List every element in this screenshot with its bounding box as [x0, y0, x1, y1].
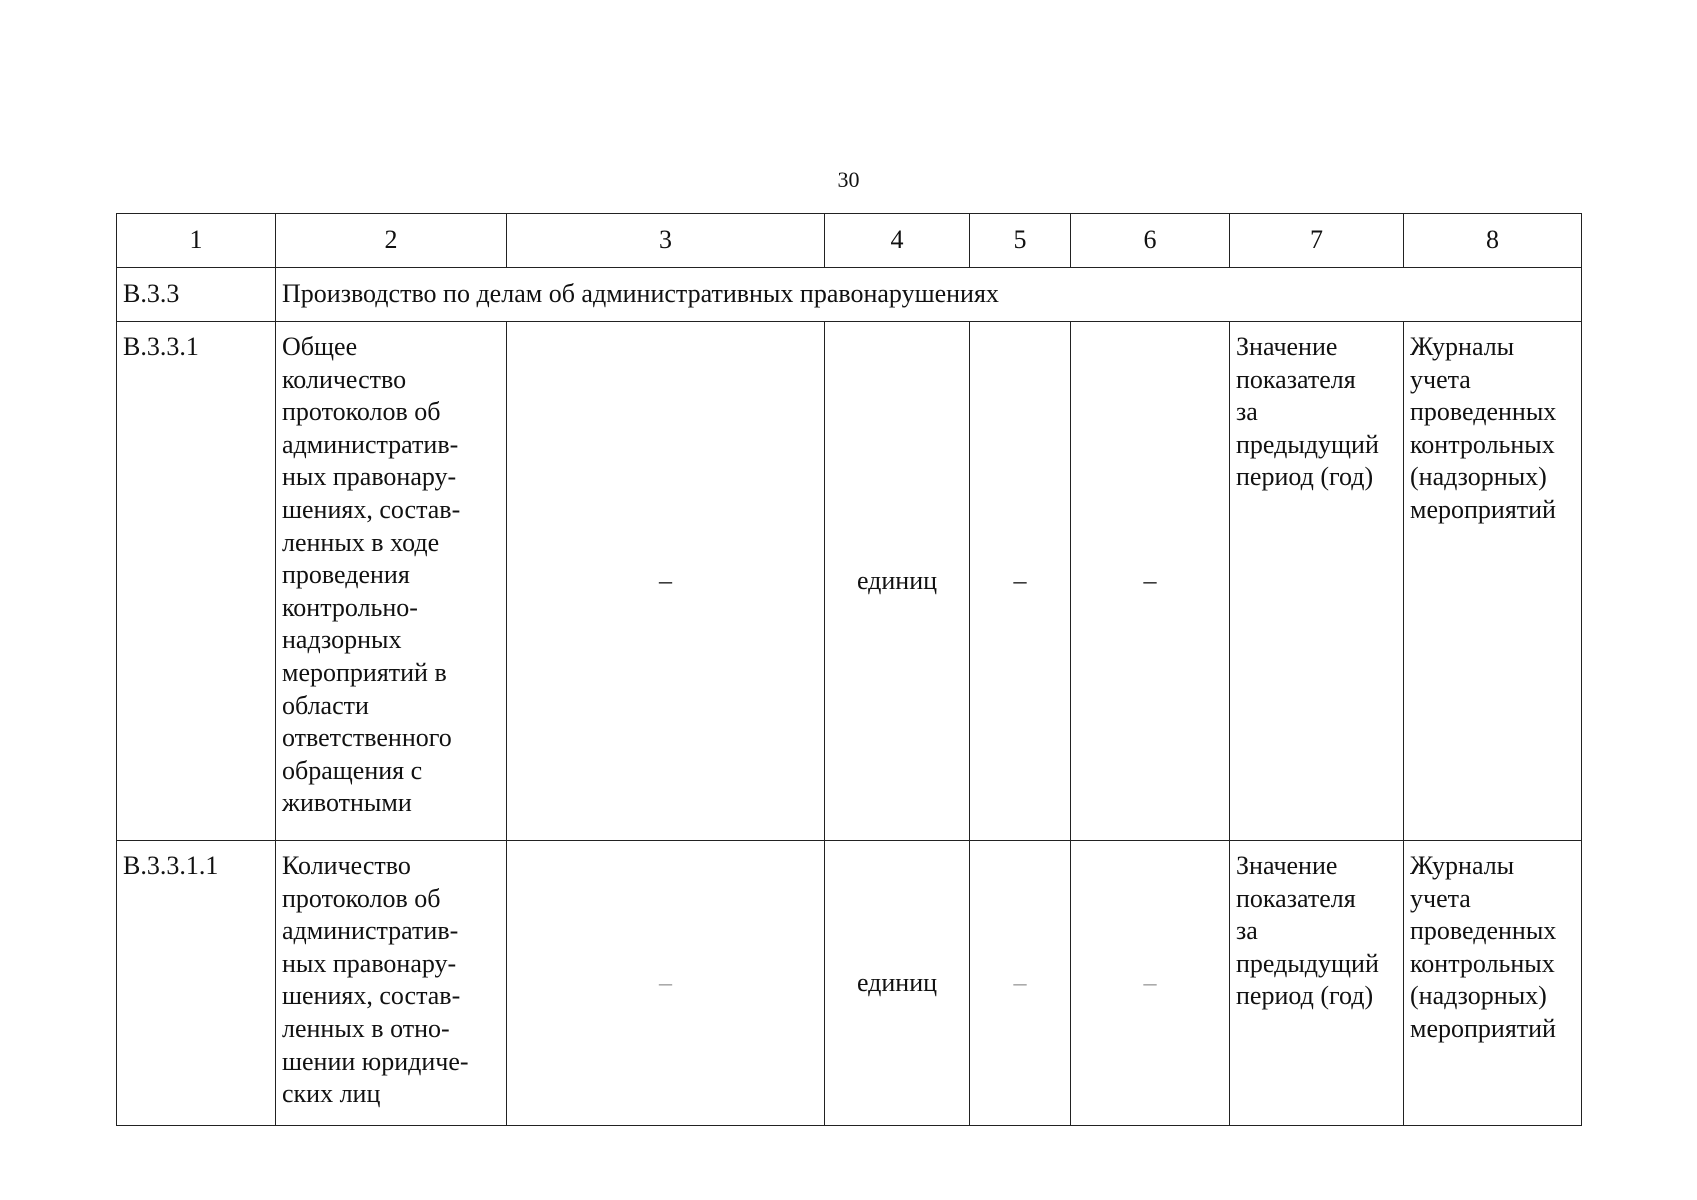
- column-number-1: 1: [117, 214, 276, 268]
- section-row: [117, 268, 1582, 322]
- column-number-2: 2: [276, 214, 507, 268]
- indicator-base-value: Значение показателя за предыдущий период (год): [1230, 322, 1404, 841]
- indicator-data-source: Журналы учета проведенных контрольных (надзорных) мероприятий: [1404, 841, 1582, 1126]
- column-number-4: 4: [825, 214, 970, 268]
- column-number-6: 6: [1071, 214, 1230, 268]
- column-number-5: 5: [970, 214, 1071, 268]
- page-number: 30: [837, 167, 860, 192]
- indicator-col6-value: –: [1071, 841, 1230, 1126]
- indicator-col3-value: –: [507, 322, 825, 841]
- indicator-unit: единиц: [825, 841, 970, 1126]
- indicator-name: Количество протоколов об административ- ных правонару- шениях, состав- ленных в отно- шении юридиче- ских лиц: [276, 841, 507, 1126]
- indicator-name: Общее количество протоколов об административ- ных правонару- шениях, состав- ленных в ходе проведения контрольно- надзорных мероприятий в области ответственного обращения с животными: [276, 322, 507, 841]
- column-number-3: 3: [507, 214, 825, 268]
- indicator-data-source: Журналы учета проведенных контрольных (надзорных) мероприятий: [1404, 322, 1582, 841]
- indicator-col3-value: –: [507, 841, 825, 1126]
- column-number-7: 7: [1230, 214, 1404, 268]
- column-number-8: 8: [1404, 214, 1582, 268]
- indicator-code: В.3.3.1.1: [117, 841, 276, 1126]
- indicator-col5-value: –: [970, 841, 1071, 1126]
- indicator-code: В.3.3.1: [117, 322, 276, 841]
- indicator-unit: единиц: [825, 322, 970, 841]
- indicator-col6-value: –: [1071, 322, 1230, 841]
- table-row: [117, 841, 1582, 1126]
- section-title: Производство по делам об административных правонарушениях: [276, 268, 1582, 322]
- table-row: [117, 322, 1582, 841]
- indicator-col5-value: –: [970, 322, 1071, 841]
- indicators-table: [116, 213, 1582, 1126]
- column-number-row: [117, 214, 1582, 268]
- section-code: В.3.3: [117, 268, 276, 322]
- indicator-base-value: Значение показателя за предыдущий период (год): [1230, 841, 1404, 1126]
